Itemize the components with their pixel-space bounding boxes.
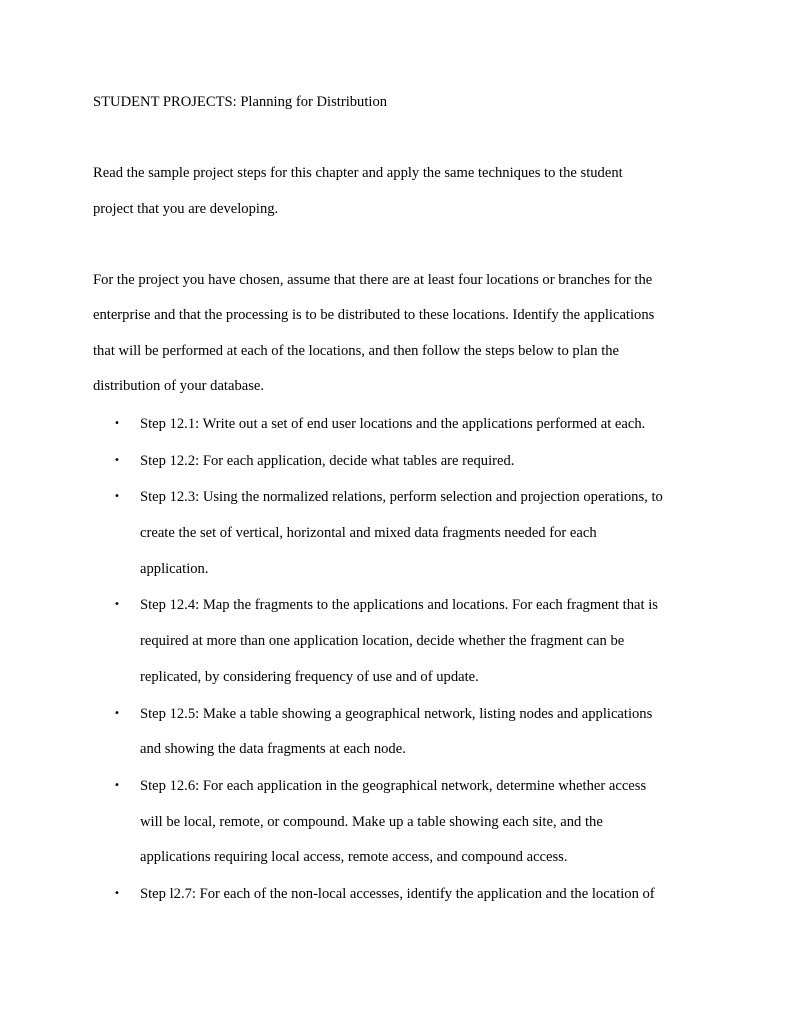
step-line: create the set of vertical, horizontal and mixed data fragments needed for each [140, 525, 597, 541]
step-line: Step 12.4: Map the fragments to the applications and locations. For each fragment that is [140, 597, 658, 613]
step-line: application. [140, 561, 209, 577]
step-line: Step l2.7: For each of the non-local accesses, identify the application and the location of [140, 886, 655, 902]
bullet-icon: • [114, 888, 120, 899]
bullet-icon: • [114, 780, 120, 791]
paragraph-line: that will be performed at each of the locations, and then follow the steps below to plan the [93, 343, 620, 359]
bullet-icon: • [114, 455, 120, 466]
step-line: Step 12.2: For each application, decide what tables are required. [140, 453, 515, 469]
step-line: will be local, remote, or compound. Make up a table showing each site, and the [140, 814, 603, 830]
intro-line: Read the sample project steps for this chapter and apply the same techniques to the student [93, 165, 623, 181]
step-line: required at more than one application location, decide whether the fragment can be [140, 633, 625, 649]
bullet-icon: • [114, 418, 120, 429]
bullet-icon: • [114, 491, 120, 502]
paragraph-line: enterprise and that the processing is to be distributed to these locations. Identify the applications [93, 307, 655, 323]
step-line: applications requiring local access, remote access, and compound access. [140, 849, 568, 865]
bullet-icon: • [114, 708, 120, 719]
step-line: Step 12.5: Make a table showing a geographical network, listing nodes and applications [140, 706, 653, 722]
step-line: Step 12.6: For each application in the geographical network, determine whether access [140, 778, 647, 794]
step-line: replicated, by considering frequency of use and of update. [140, 669, 479, 685]
paragraph-line: For the project you have chosen, assume that there are at least four locations or branches for the [93, 272, 653, 288]
step-line: and showing the data fragments at each node. [140, 741, 406, 757]
page-title: STUDENT PROJECTS: Planning for Distribution [93, 94, 388, 110]
step-line: Step 12.1: Write out a set of end user locations and the applications performed at each. [140, 416, 646, 432]
paragraph-line: distribution of your database. [93, 378, 265, 394]
step-line: Step 12.3: Using the normalized relations, perform selection and projection operations, to [140, 489, 663, 505]
intro-line: project that you are developing. [93, 201, 279, 217]
bullet-icon: • [114, 599, 120, 610]
